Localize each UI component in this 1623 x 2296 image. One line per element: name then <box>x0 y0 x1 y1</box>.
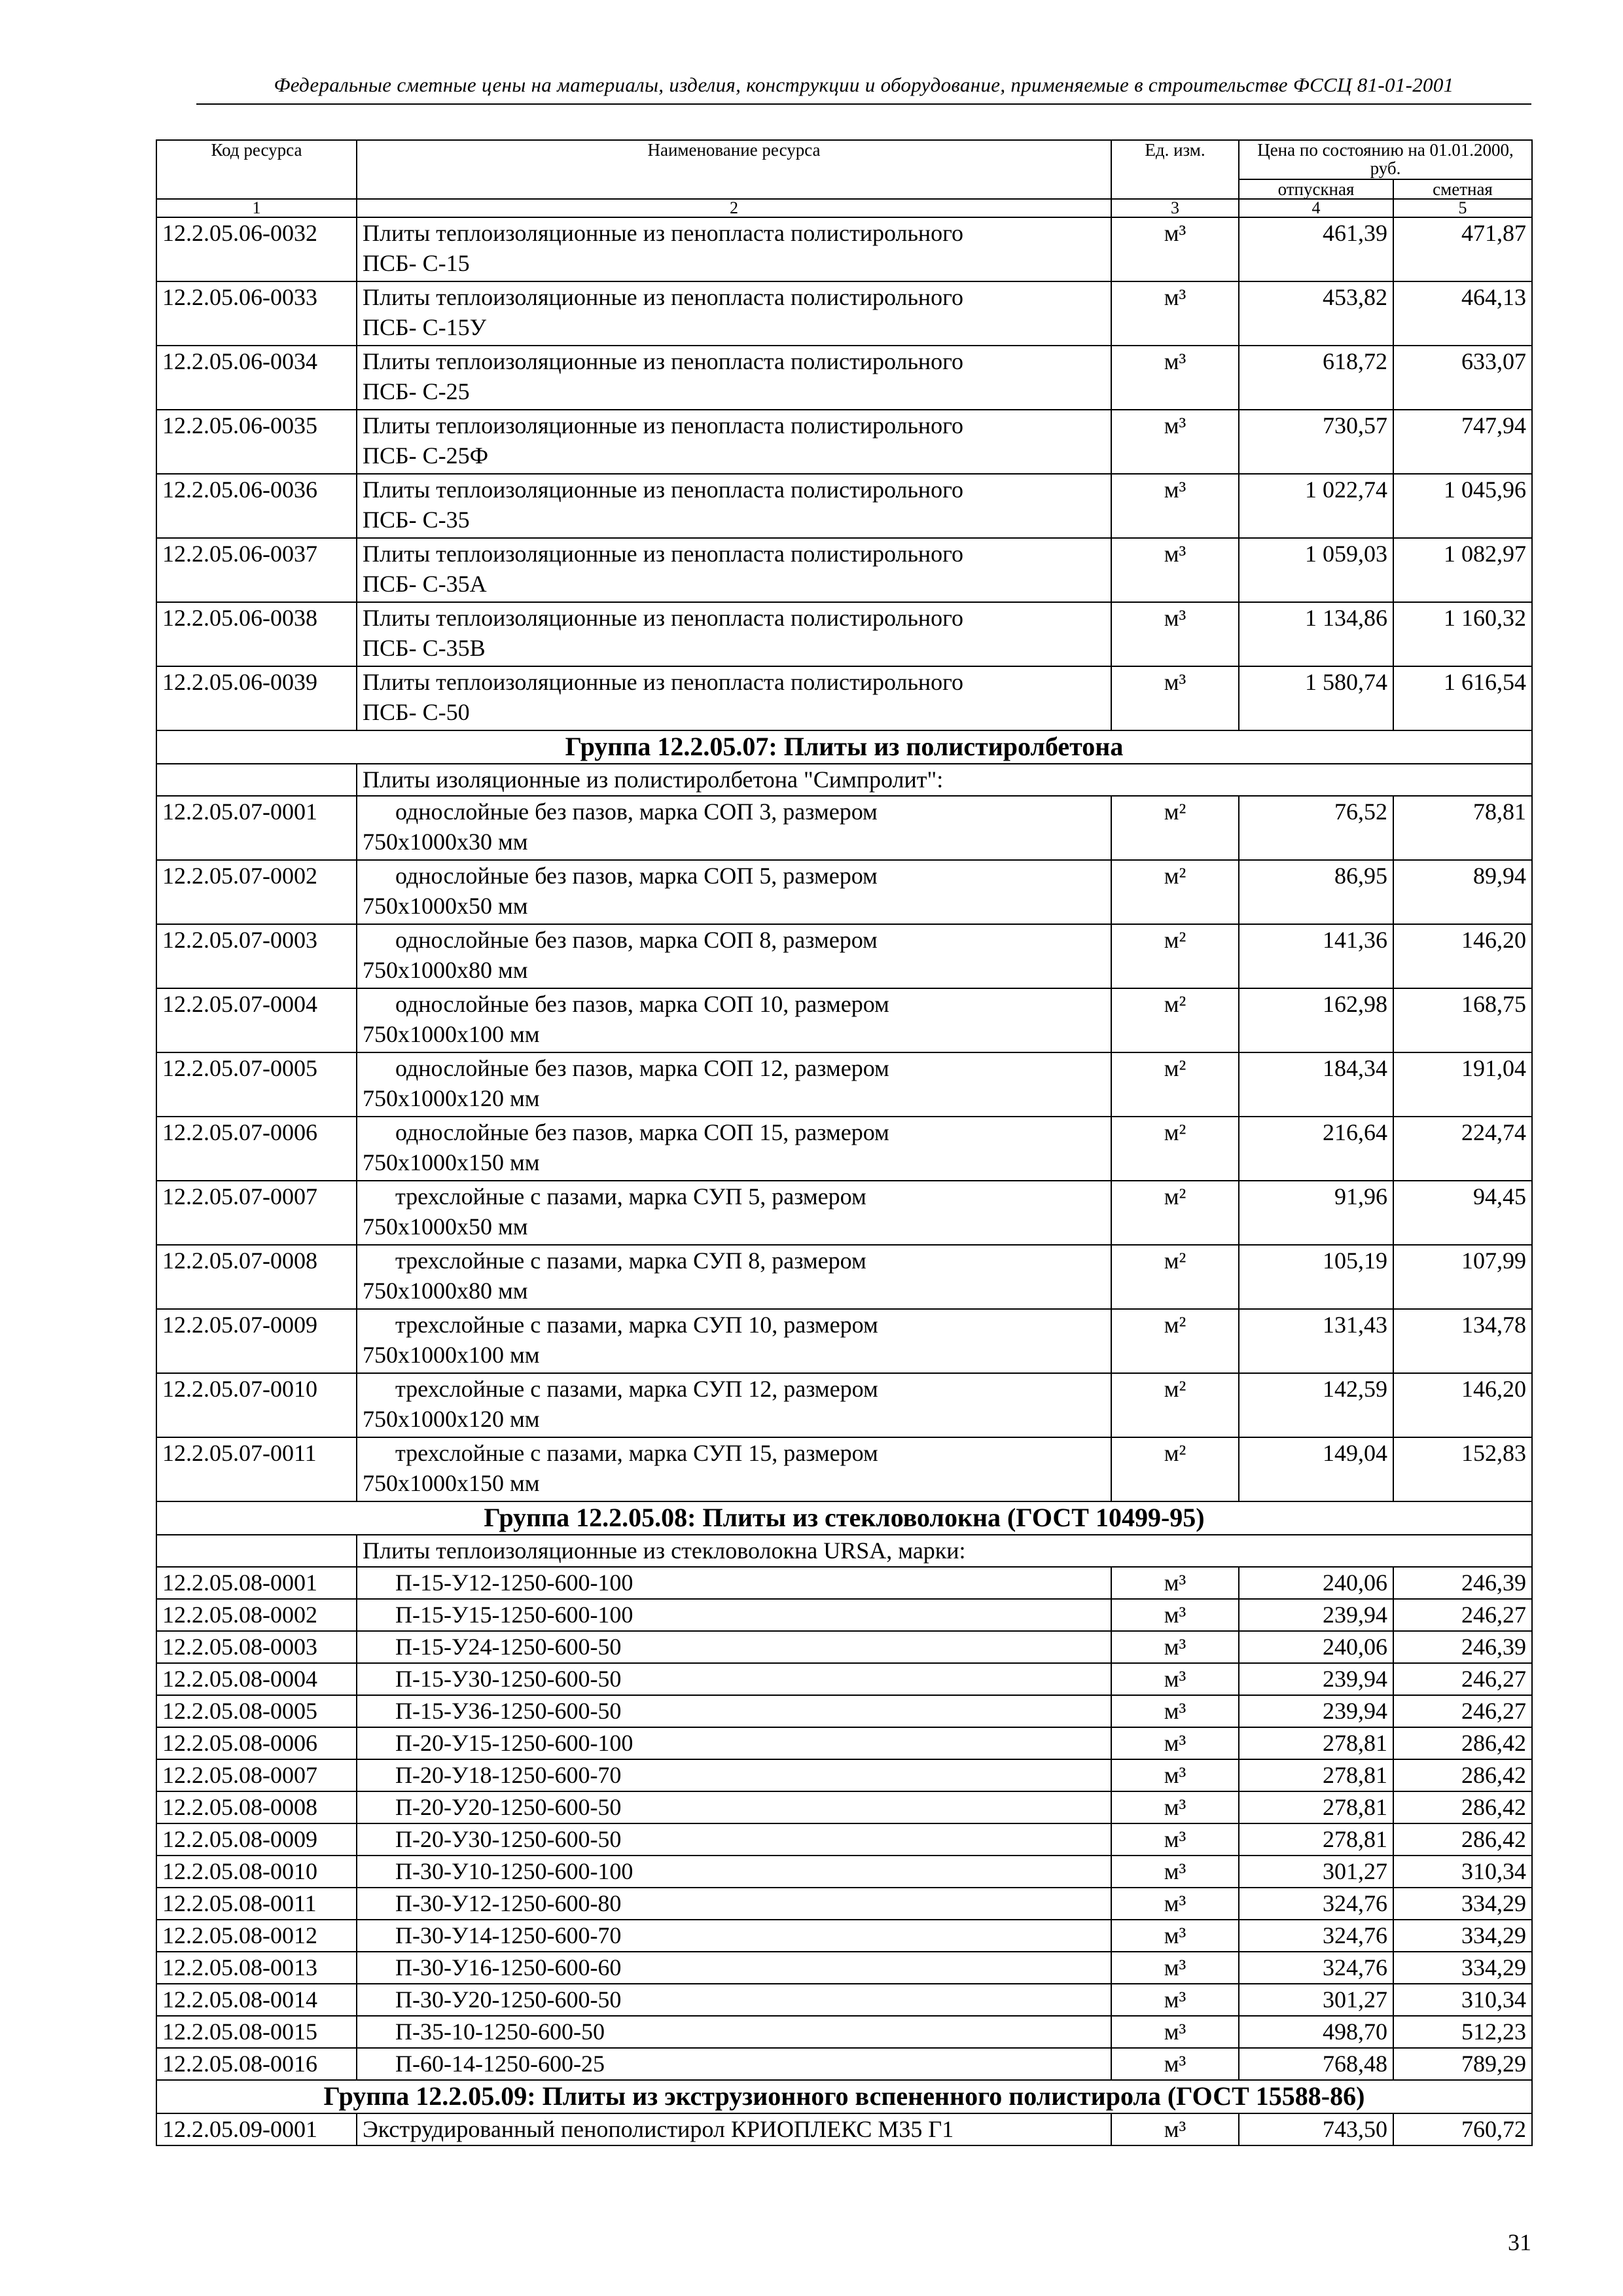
resource-name-line2: 750х1000х30 мм <box>363 829 528 855</box>
estimate-price: 464,13 <box>1393 281 1532 346</box>
unit: м³ <box>1111 1791 1239 1823</box>
unit: м³ <box>1111 1631 1239 1663</box>
resource-name-line1: Плиты теплоизоляционные из пенопласта полистирольного <box>363 348 964 374</box>
release-price: 278,81 <box>1239 1727 1393 1759</box>
subgroup-title: Плиты изоляционные из полистиролбетона "Симпролит": <box>357 764 1532 796</box>
resource-name <box>357 1437 1111 1501</box>
group-heading-row <box>156 2080 1532 2113</box>
release-price: 240,06 <box>1239 1631 1393 1663</box>
group-heading-row <box>156 1501 1532 1535</box>
resource-code: 12.2.05.07-0006 <box>156 1117 357 1181</box>
resource-code: 12.2.05.08-0016 <box>156 2048 357 2080</box>
estimate-price: 1 045,96 <box>1393 474 1532 538</box>
estimate-price: 246,27 <box>1393 1695 1532 1727</box>
table-row <box>156 1823 1532 1856</box>
table-row <box>156 1952 1532 1984</box>
unit: м³ <box>1111 1663 1239 1695</box>
col-header-code: Код ресурса <box>156 140 357 199</box>
resource-name-line1: трехслойные с пазами, марка СУП 8, размером <box>395 1247 866 1274</box>
table-row <box>156 988 1532 1052</box>
release-price: 768,48 <box>1239 2048 1393 2080</box>
unit: м³ <box>1111 1984 1239 2016</box>
resource-code: 12.2.05.07-0001 <box>156 796 357 860</box>
unit: м² <box>1111 1052 1239 1117</box>
unit: м³ <box>1111 1567 1239 1599</box>
col-header-release: отпускная <box>1239 179 1393 199</box>
resource-name-line2: ПСБ- С-25 <box>363 378 470 404</box>
resource-code: 12.2.05.07-0010 <box>156 1373 357 1437</box>
group-heading: Группа 12.2.05.09: Плиты из экструзионного вспененного полистирола (ГОСТ 15588-86) <box>156 2080 1532 2113</box>
col-number: 1 <box>156 199 357 217</box>
resource-name-line2: 750х1000х120 мм <box>363 1085 540 1111</box>
resource-name <box>357 860 1111 924</box>
estimate-price: 1 082,97 <box>1393 538 1532 602</box>
resource-code: 12.2.05.07-0007 <box>156 1181 357 1245</box>
resource-name-line2: 750х1000х80 мм <box>363 1278 528 1304</box>
unit: м³ <box>1111 474 1239 538</box>
estimate-price: 1 616,54 <box>1393 666 1532 730</box>
release-price: 1 134,86 <box>1239 602 1393 666</box>
release-price: 730,57 <box>1239 410 1393 474</box>
resource-name <box>357 1052 1111 1117</box>
resource-name <box>357 281 1111 346</box>
resource-name <box>357 1245 1111 1309</box>
unit: м³ <box>1111 281 1239 346</box>
release-price: 498,70 <box>1239 2016 1393 2048</box>
estimate-price: 334,29 <box>1393 1952 1532 1984</box>
resource-code: 12.2.05.06-0036 <box>156 474 357 538</box>
empty-code-cell <box>156 764 357 796</box>
unit: м³ <box>1111 602 1239 666</box>
estimate-price: 471,87 <box>1393 217 1532 281</box>
resource-name: П-15-У36-1250-600-50 <box>357 1695 1111 1727</box>
table-row <box>156 346 1532 410</box>
resource-name-line2: ПСБ- С-35В <box>363 635 486 661</box>
estimate-price: 334,29 <box>1393 1920 1532 1952</box>
table-row <box>156 1856 1532 1888</box>
resource-name-line2: 750х1000х150 мм <box>363 1149 540 1175</box>
release-price: 149,04 <box>1239 1437 1393 1501</box>
resource-name <box>357 1373 1111 1437</box>
resource-name-line2: 750х1000х100 мм <box>363 1342 540 1368</box>
estimate-price: 747,94 <box>1393 410 1532 474</box>
resource-name: П-15-У12-1250-600-100 <box>357 1567 1111 1599</box>
resource-name: П-35-10-1250-600-50 <box>357 2016 1111 2048</box>
release-price: 301,27 <box>1239 1984 1393 2016</box>
resource-name: П-15-У24-1250-600-50 <box>357 1631 1111 1663</box>
resource-code: 12.2.05.08-0010 <box>156 1856 357 1888</box>
resource-code: 12.2.05.06-0034 <box>156 346 357 410</box>
resource-code: 12.2.05.08-0004 <box>156 1663 357 1695</box>
unit: м² <box>1111 1245 1239 1309</box>
resource-name: П-15-У30-1250-600-50 <box>357 1663 1111 1695</box>
resource-code: 12.2.05.07-0005 <box>156 1052 357 1117</box>
release-price: 453,82 <box>1239 281 1393 346</box>
table-row <box>156 860 1532 924</box>
table-row <box>156 2016 1532 2048</box>
resource-name <box>357 217 1111 281</box>
resource-name <box>357 474 1111 538</box>
resource-code: 12.2.05.07-0004 <box>156 988 357 1052</box>
resource-code: 12.2.05.08-0005 <box>156 1695 357 1727</box>
resource-name-line2: 750х1000х150 мм <box>363 1470 540 1496</box>
table-row <box>156 1599 1532 1631</box>
resource-name <box>357 666 1111 730</box>
resource-name <box>357 410 1111 474</box>
unit: м³ <box>1111 2113 1239 2145</box>
estimate-price: 152,83 <box>1393 1437 1532 1501</box>
estimate-price: 94,45 <box>1393 1181 1532 1245</box>
resource-name-line2: ПСБ- С-15У <box>363 314 487 340</box>
release-price: 301,27 <box>1239 1856 1393 1888</box>
release-price: 141,36 <box>1239 924 1393 988</box>
resource-name-line1: Плиты теплоизоляционные из пенопласта полистирольного <box>363 220 964 246</box>
table-row <box>156 217 1532 281</box>
table-row <box>156 1888 1532 1920</box>
resource-name: П-15-У15-1250-600-100 <box>357 1599 1111 1631</box>
estimate-price: 789,29 <box>1393 2048 1532 2080</box>
unit: м² <box>1111 988 1239 1052</box>
unit: м² <box>1111 860 1239 924</box>
table-row <box>156 1663 1532 1695</box>
resource-name-line2: ПСБ- С-25Ф <box>363 442 489 469</box>
release-price: 1 059,03 <box>1239 538 1393 602</box>
empty-code-cell <box>156 1535 357 1567</box>
estimate-price: 286,42 <box>1393 1759 1532 1791</box>
estimate-price: 78,81 <box>1393 796 1532 860</box>
resource-name: П-60-14-1250-600-25 <box>357 2048 1111 2080</box>
resource-name-line2: 750х1000х100 мм <box>363 1021 540 1047</box>
resource-code: 12.2.05.06-0035 <box>156 410 357 474</box>
resource-name <box>357 1309 1111 1373</box>
resource-code: 12.2.05.08-0013 <box>156 1952 357 1984</box>
resource-name <box>357 1181 1111 1245</box>
table-row <box>156 796 1532 860</box>
estimate-price: 191,04 <box>1393 1052 1532 1117</box>
resource-name-line2: 750х1000х50 мм <box>363 893 528 919</box>
resource-name-line2: ПСБ- С-50 <box>363 699 470 725</box>
resource-code: 12.2.05.07-0002 <box>156 860 357 924</box>
release-price: 743,50 <box>1239 2113 1393 2145</box>
release-price: 142,59 <box>1239 1373 1393 1437</box>
release-price: 105,19 <box>1239 1245 1393 1309</box>
release-price: 324,76 <box>1239 1920 1393 1952</box>
release-price: 324,76 <box>1239 1952 1393 1984</box>
resource-name-line2: ПСБ- С-35 <box>363 507 470 533</box>
table-row <box>156 281 1532 346</box>
table-row <box>156 410 1532 474</box>
resource-name-line1: Плиты теплоизоляционные из пенопласта полистирольного <box>363 412 964 439</box>
resource-name: П-20-У30-1250-600-50 <box>357 1823 1111 1856</box>
resource-code: 12.2.05.08-0015 <box>156 2016 357 2048</box>
resource-name-line1: однослойные без пазов, марка СОП 3, размером <box>395 798 878 825</box>
estimate-price: 310,34 <box>1393 1984 1532 2016</box>
release-price: 131,43 <box>1239 1309 1393 1373</box>
release-price: 184,34 <box>1239 1052 1393 1117</box>
resource-name-line1: Плиты теплоизоляционные из пенопласта полистирольного <box>363 284 964 310</box>
resource-name: П-30-У14-1250-600-70 <box>357 1920 1111 1952</box>
release-price: 239,94 <box>1239 1663 1393 1695</box>
resource-code: 12.2.05.06-0038 <box>156 602 357 666</box>
unit: м³ <box>1111 2048 1239 2080</box>
estimate-price: 168,75 <box>1393 988 1532 1052</box>
estimate-price: 1 160,32 <box>1393 602 1532 666</box>
table-row <box>156 2113 1532 2145</box>
resource-name-line1: однослойные без пазов, марка СОП 15, размером <box>395 1119 889 1145</box>
release-price: 618,72 <box>1239 346 1393 410</box>
group-heading-row <box>156 730 1532 764</box>
table-row <box>156 1920 1532 1952</box>
unit: м³ <box>1111 1856 1239 1888</box>
estimate-price: 246,39 <box>1393 1631 1532 1663</box>
resource-code: 12.2.05.07-0011 <box>156 1437 357 1501</box>
estimate-price: 89,94 <box>1393 860 1532 924</box>
resource-code: 12.2.05.08-0014 <box>156 1984 357 2016</box>
unit: м³ <box>1111 1920 1239 1952</box>
unit: м³ <box>1111 1888 1239 1920</box>
resource-name <box>357 796 1111 860</box>
resource-name <box>357 602 1111 666</box>
estimate-price: 146,20 <box>1393 924 1532 988</box>
resource-code: 12.2.05.08-0001 <box>156 1567 357 1599</box>
release-price: 162,98 <box>1239 988 1393 1052</box>
col-number: 3 <box>1111 199 1239 217</box>
resource-name-line1: однослойные без пазов, марка СОП 12, размером <box>395 1055 889 1081</box>
release-price: 91,96 <box>1239 1181 1393 1245</box>
table-row <box>156 1631 1532 1663</box>
resource-name-line1: однослойные без пазов, марка СОП 5, размером <box>395 863 878 889</box>
resource-name-line1: однослойные без пазов, марка СОП 10, размером <box>395 991 889 1017</box>
unit: м³ <box>1111 346 1239 410</box>
resource-code: 12.2.05.08-0009 <box>156 1823 357 1856</box>
release-price: 239,94 <box>1239 1599 1393 1631</box>
col-number: 4 <box>1239 199 1393 217</box>
resource-code: 12.2.05.08-0006 <box>156 1727 357 1759</box>
col-header-unit: Ед. изм. <box>1111 140 1239 199</box>
table-row <box>156 1727 1532 1759</box>
unit: м² <box>1111 1181 1239 1245</box>
estimate-price: 633,07 <box>1393 346 1532 410</box>
resource-name-line1: трехслойные с пазами, марка СУП 12, размером <box>395 1376 878 1402</box>
table-row <box>156 2048 1532 2080</box>
table-row <box>156 1791 1532 1823</box>
unit: м³ <box>1111 1599 1239 1631</box>
release-price: 76,52 <box>1239 796 1393 860</box>
page-number: 31 <box>1508 2229 1531 2255</box>
subgroup-row <box>156 1535 1532 1567</box>
resource-code: 12.2.05.08-0012 <box>156 1920 357 1952</box>
table-row <box>156 1437 1532 1501</box>
running-header: Федеральные сметные цены на материалы, изделия, конструкции и оборудование, применяемые в строительстве ФССЦ 81-01-2001 <box>274 73 1454 96</box>
resource-code: 12.2.05.08-0003 <box>156 1631 357 1663</box>
unit: м³ <box>1111 2016 1239 2048</box>
subgroup-row <box>156 764 1532 796</box>
col-header-price-group: Цена по состоянию на 01.01.2000, руб. <box>1239 140 1532 179</box>
resource-code: 12.2.05.08-0011 <box>156 1888 357 1920</box>
group-heading: Группа 12.2.05.08: Плиты из стекловолокна (ГОСТ 10499-95) <box>156 1501 1532 1535</box>
resource-name <box>357 538 1111 602</box>
resource-code: 12.2.05.08-0007 <box>156 1759 357 1791</box>
estimate-price: 224,74 <box>1393 1117 1532 1181</box>
estimate-price: 286,42 <box>1393 1823 1532 1856</box>
resource-name-line1: Плиты теплоизоляционные из пенопласта полистирольного <box>363 605 964 631</box>
resource-code: 12.2.05.09-0001 <box>156 2113 357 2145</box>
estimate-price: 246,27 <box>1393 1599 1532 1631</box>
resource-name: П-30-У20-1250-600-50 <box>357 1984 1111 2016</box>
release-price: 239,94 <box>1239 1695 1393 1727</box>
price-table <box>156 139 1533 2146</box>
group-heading: Группа 12.2.05.07: Плиты из полистиролбетона <box>156 730 1532 764</box>
table-row <box>156 1984 1532 2016</box>
unit: м³ <box>1111 410 1239 474</box>
unit: м² <box>1111 796 1239 860</box>
resource-name: П-30-У10-1250-600-100 <box>357 1856 1111 1888</box>
resource-code: 12.2.05.06-0037 <box>156 538 357 602</box>
header-rule <box>196 103 1531 105</box>
resource-name-line2: 750х1000х80 мм <box>363 957 528 983</box>
table-row <box>156 1695 1532 1727</box>
col-header-name: Наименование ресурса <box>357 140 1111 199</box>
unit: м² <box>1111 1437 1239 1501</box>
subgroup-title: Плиты теплоизоляционные из стекловолокна URSA, марки: <box>357 1535 1532 1567</box>
resource-name: П-20-У20-1250-600-50 <box>357 1791 1111 1823</box>
estimate-price: 107,99 <box>1393 1245 1532 1309</box>
table-row <box>156 474 1532 538</box>
resource-name-line2: ПСБ- С-15 <box>363 250 470 276</box>
table-body <box>156 217 1532 2145</box>
estimate-price: 246,27 <box>1393 1663 1532 1695</box>
release-price: 86,95 <box>1239 860 1393 924</box>
resource-name-line1: однослойные без пазов, марка СОП 8, размером <box>395 927 878 953</box>
resource-name: П-30-У12-1250-600-80 <box>357 1888 1111 1920</box>
estimate-price: 246,39 <box>1393 1567 1532 1599</box>
table-row <box>156 1373 1532 1437</box>
release-price: 278,81 <box>1239 1791 1393 1823</box>
estimate-price: 512,23 <box>1393 2016 1532 2048</box>
unit: м² <box>1111 924 1239 988</box>
unit: м³ <box>1111 1695 1239 1727</box>
resource-name: Экструдированный пенополистирол КРИОПЛЕКС М35 Г1 <box>357 2113 1111 2145</box>
release-price: 324,76 <box>1239 1888 1393 1920</box>
release-price: 461,39 <box>1239 217 1393 281</box>
resource-code: 12.2.05.06-0032 <box>156 217 357 281</box>
resource-code: 12.2.05.06-0033 <box>156 281 357 346</box>
unit: м² <box>1111 1309 1239 1373</box>
resource-name-line2: ПСБ- С-35А <box>363 571 487 597</box>
resource-name-line2: 750х1000х120 мм <box>363 1406 540 1432</box>
unit: м³ <box>1111 217 1239 281</box>
table-row <box>156 538 1532 602</box>
estimate-price: 146,20 <box>1393 1373 1532 1437</box>
unit: м³ <box>1111 1823 1239 1856</box>
resource-name: П-20-У15-1250-600-100 <box>357 1727 1111 1759</box>
resource-name-line2: 750х1000х50 мм <box>363 1213 528 1240</box>
resource-code: 12.2.05.07-0008 <box>156 1245 357 1309</box>
release-price: 216,64 <box>1239 1117 1393 1181</box>
col-number: 2 <box>357 199 1111 217</box>
resource-name-line1: Плиты теплоизоляционные из пенопласта полистирольного <box>363 669 964 695</box>
unit: м³ <box>1111 1727 1239 1759</box>
release-price: 1 022,74 <box>1239 474 1393 538</box>
estimate-price: 286,42 <box>1393 1727 1532 1759</box>
estimate-price: 760,72 <box>1393 2113 1532 2145</box>
resource-name: П-30-У16-1250-600-60 <box>357 1952 1111 1984</box>
resource-code: 12.2.05.07-0009 <box>156 1309 357 1373</box>
resource-code: 12.2.05.08-0002 <box>156 1599 357 1631</box>
table-row <box>156 1759 1532 1791</box>
resource-name: П-20-У18-1250-600-70 <box>357 1759 1111 1791</box>
unit: м² <box>1111 1117 1239 1181</box>
unit: м³ <box>1111 1952 1239 1984</box>
resource-name-line1: трехслойные с пазами, марка СУП 10, размером <box>395 1312 878 1338</box>
estimate-price: 286,42 <box>1393 1791 1532 1823</box>
resource-name-line1: Плиты теплоизоляционные из пенопласта полистирольного <box>363 476 964 503</box>
table-row <box>156 1309 1532 1373</box>
resource-name-line1: трехслойные с пазами, марка СУП 15, размером <box>395 1440 878 1466</box>
resource-name <box>357 924 1111 988</box>
table-row <box>156 1181 1532 1245</box>
resource-name <box>357 346 1111 410</box>
resource-code: 12.2.05.07-0003 <box>156 924 357 988</box>
table-row <box>156 1245 1532 1309</box>
estimate-price: 334,29 <box>1393 1888 1532 1920</box>
resource-name-line1: Плиты теплоизоляционные из пенопласта полистирольного <box>363 541 964 567</box>
table-row <box>156 1567 1532 1599</box>
release-price: 240,06 <box>1239 1567 1393 1599</box>
release-price: 1 580,74 <box>1239 666 1393 730</box>
resource-code: 12.2.05.08-0008 <box>156 1791 357 1823</box>
unit: м² <box>1111 1373 1239 1437</box>
resource-name <box>357 1117 1111 1181</box>
table-row <box>156 924 1532 988</box>
resource-code: 12.2.05.06-0039 <box>156 666 357 730</box>
table-row <box>156 1117 1532 1181</box>
col-header-estimate: сметная <box>1393 179 1532 199</box>
release-price: 278,81 <box>1239 1759 1393 1791</box>
table-row <box>156 1052 1532 1117</box>
unit: м³ <box>1111 538 1239 602</box>
resource-name <box>357 988 1111 1052</box>
estimate-price: 310,34 <box>1393 1856 1532 1888</box>
table-row <box>156 602 1532 666</box>
table-row <box>156 666 1532 730</box>
resource-name-line1: трехслойные с пазами, марка СУП 5, размером <box>395 1183 866 1210</box>
unit: м³ <box>1111 1759 1239 1791</box>
estimate-price: 134,78 <box>1393 1309 1532 1373</box>
unit: м³ <box>1111 666 1239 730</box>
col-number: 5 <box>1393 199 1532 217</box>
release-price: 278,81 <box>1239 1823 1393 1856</box>
